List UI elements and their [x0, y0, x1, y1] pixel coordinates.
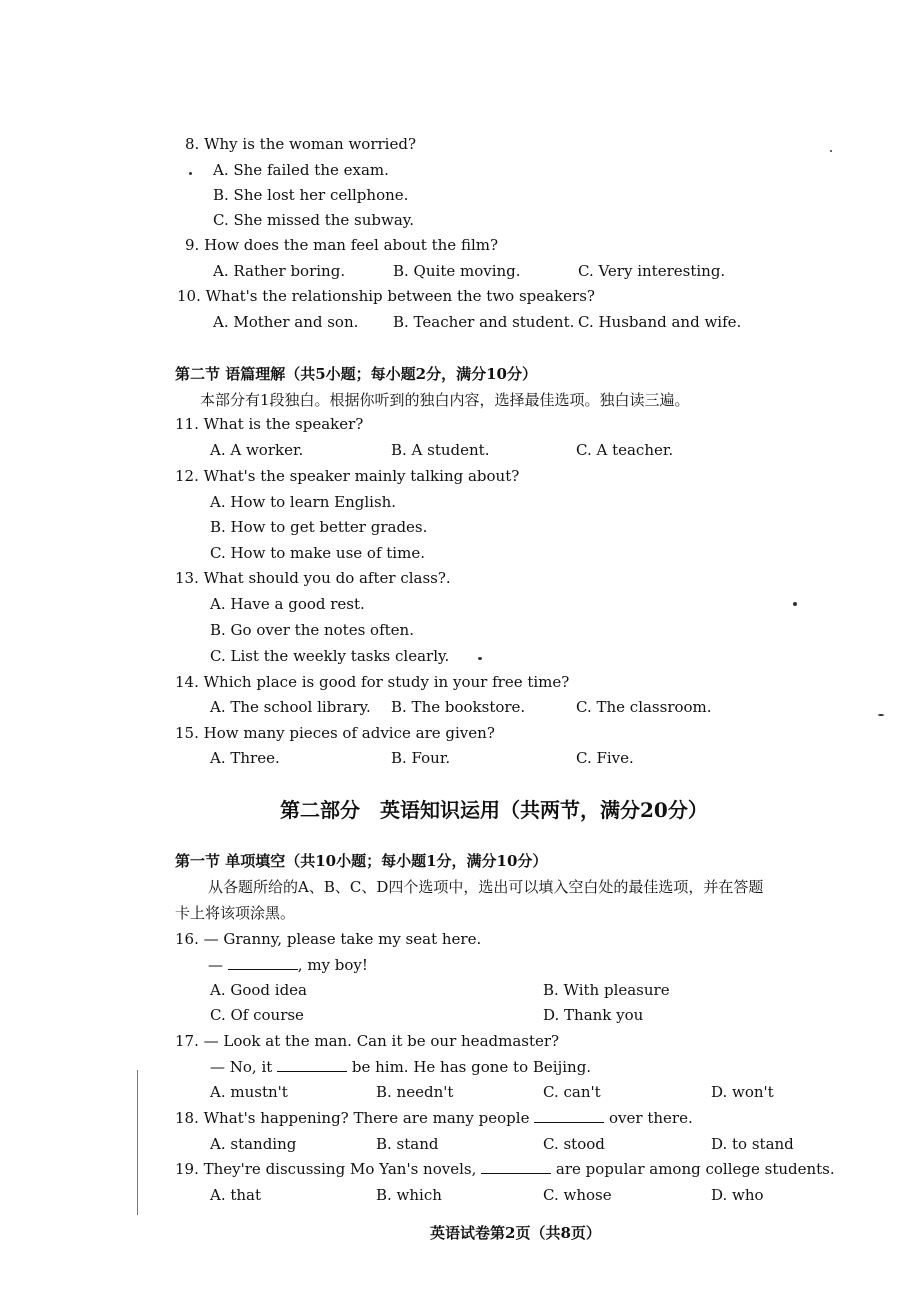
question-19-option-a: A. that	[210, 1186, 262, 1204]
answer-blank	[277, 1057, 347, 1072]
question-15-option-c: C. Five.	[576, 749, 634, 767]
scan-speck	[878, 714, 884, 716]
question-19-stem	[175, 1159, 835, 1179]
question-18-stem	[175, 1108, 693, 1128]
question-17-reply-start: — No, it	[210, 1058, 273, 1076]
question-16-dash: —	[208, 956, 223, 974]
question-13-option-a: A. Have a good rest.	[210, 595, 365, 613]
question-10-option-c: C. Husband and wife.	[578, 313, 742, 331]
question-15-option-b: B. Four.	[391, 749, 451, 767]
part-2-instruction-line-2: 卡上将该项涂黑。	[175, 904, 296, 922]
question-15-option-a: A. Three.	[210, 749, 280, 767]
question-16-option-a: A. Good idea	[210, 981, 308, 999]
question-11-option-c: C. A teacher.	[576, 441, 674, 459]
question-8-stem: 8. Why is the woman worried?	[185, 135, 416, 153]
question-16-option-d: D. Thank you	[543, 1006, 644, 1024]
question-13-option-c: C. List the weekly tasks clearly.	[210, 647, 450, 665]
part-2-title: 第二部分 英语知识运用（共两节，满分20分）	[280, 798, 708, 822]
question-17-option-c: C. can't	[543, 1083, 601, 1101]
question-9-option-a: A. Rather boring.	[213, 262, 346, 280]
scan-edge-line	[137, 1070, 138, 1215]
question-14-option-b: B. The bookstore.	[391, 698, 526, 716]
question-9-option-b: B. Quite moving.	[393, 262, 521, 280]
question-11-option-a: A. A worker.	[210, 441, 304, 459]
question-19-stem-start: 19. They're discussing Mo Yan's novels,	[175, 1160, 477, 1178]
question-15-stem: 15. How many pieces of advice are given?	[175, 724, 495, 742]
question-12-option-b: B. How to get better grades.	[210, 518, 428, 536]
question-10-option-b: B. Teacher and student.	[393, 313, 575, 331]
question-19-option-c: C. whose	[543, 1186, 612, 1204]
answer-blank	[534, 1108, 604, 1123]
part-2-section-1-header: 第一节 单项填空（共10小题；每小题1分，满分10分）	[175, 852, 548, 870]
question-18-option-c: C. stood	[543, 1135, 605, 1153]
question-8-option-c: C. She missed the subway.	[213, 211, 415, 229]
question-18-option-a: A. standing	[210, 1135, 297, 1153]
question-16-line-2	[208, 955, 368, 975]
question-17-line-2	[210, 1057, 591, 1077]
question-16-option-b: B. With pleasure	[543, 981, 670, 999]
question-11-option-b: B. A student.	[391, 441, 490, 459]
scan-speck	[478, 657, 482, 660]
question-16-line-1: 16. — Granny, please take my seat here.	[175, 930, 482, 948]
question-14-option-c: C. The classroom.	[576, 698, 712, 716]
section-2-header: 第二节 语篇理解（共5小题；每小题2分，满分10分）	[175, 365, 537, 383]
question-12-stem: 12. What's the speaker mainly talking about?	[175, 467, 520, 485]
answer-blank	[228, 955, 298, 970]
question-13-option-b: B. Go over the notes often.	[210, 621, 414, 639]
question-8-option-b: B. She lost her cellphone.	[213, 186, 409, 204]
question-19-option-b: B. which	[376, 1186, 442, 1204]
answer-blank	[481, 1159, 551, 1174]
question-14-option-a: A. The school library.	[210, 698, 371, 716]
question-17-option-b: B. needn't	[376, 1083, 454, 1101]
question-14-stem: 14. Which place is good for study in your free time?	[175, 673, 570, 691]
scan-speck	[830, 150, 832, 152]
question-16-reply: , my boy!	[297, 956, 368, 974]
question-8-option-a: A. She failed the exam.	[213, 161, 389, 179]
question-18-option-d: D. to stand	[711, 1135, 794, 1153]
scan-speck	[793, 602, 797, 606]
question-18-option-b: B. stand	[376, 1135, 439, 1153]
question-13-stem: 13. What should you do after class?.	[175, 569, 451, 587]
question-10-option-a: A. Mother and son.	[213, 313, 359, 331]
part-2-instruction-line-1: 从各题所给的A、B、C、D四个选项中，选出可以填入空白处的最佳选项，并在答题	[208, 878, 764, 896]
scan-speck	[189, 172, 192, 175]
question-16-option-c: C. Of course	[210, 1006, 304, 1024]
question-12-option-c: C. How to make use of time.	[210, 544, 425, 562]
question-9-stem: 9. How does the man feel about the film?	[185, 236, 499, 254]
question-11-stem: 11. What is the speaker?	[175, 415, 364, 433]
question-17-option-a: A. mustn't	[210, 1083, 288, 1101]
question-17-reply-end: be him. He has gone to Beijing.	[351, 1058, 592, 1076]
question-18-stem-end: over there.	[609, 1109, 693, 1127]
section-2-instruction: 本部分有1段独白。根据你听到的独白内容，选择最佳选项。独白读三遍。	[200, 391, 690, 409]
question-10-stem: 10. What's the relationship between the two speakers?	[177, 287, 595, 305]
question-17-option-d: D. won't	[711, 1083, 774, 1101]
question-9-option-c: C. Very interesting.	[578, 262, 726, 280]
question-18-stem-start: 18. What's happening? There are many people	[175, 1109, 530, 1127]
question-19-option-d: D. who	[711, 1186, 764, 1204]
question-17-line-1: 17. — Look at the man. Can it be our headmaster?	[175, 1032, 560, 1050]
question-19-stem-end: are popular among college students.	[555, 1160, 835, 1178]
question-12-option-a: A. How to learn English.	[210, 493, 397, 511]
page-footer: 英语试卷第2页（共8页）	[430, 1224, 601, 1242]
